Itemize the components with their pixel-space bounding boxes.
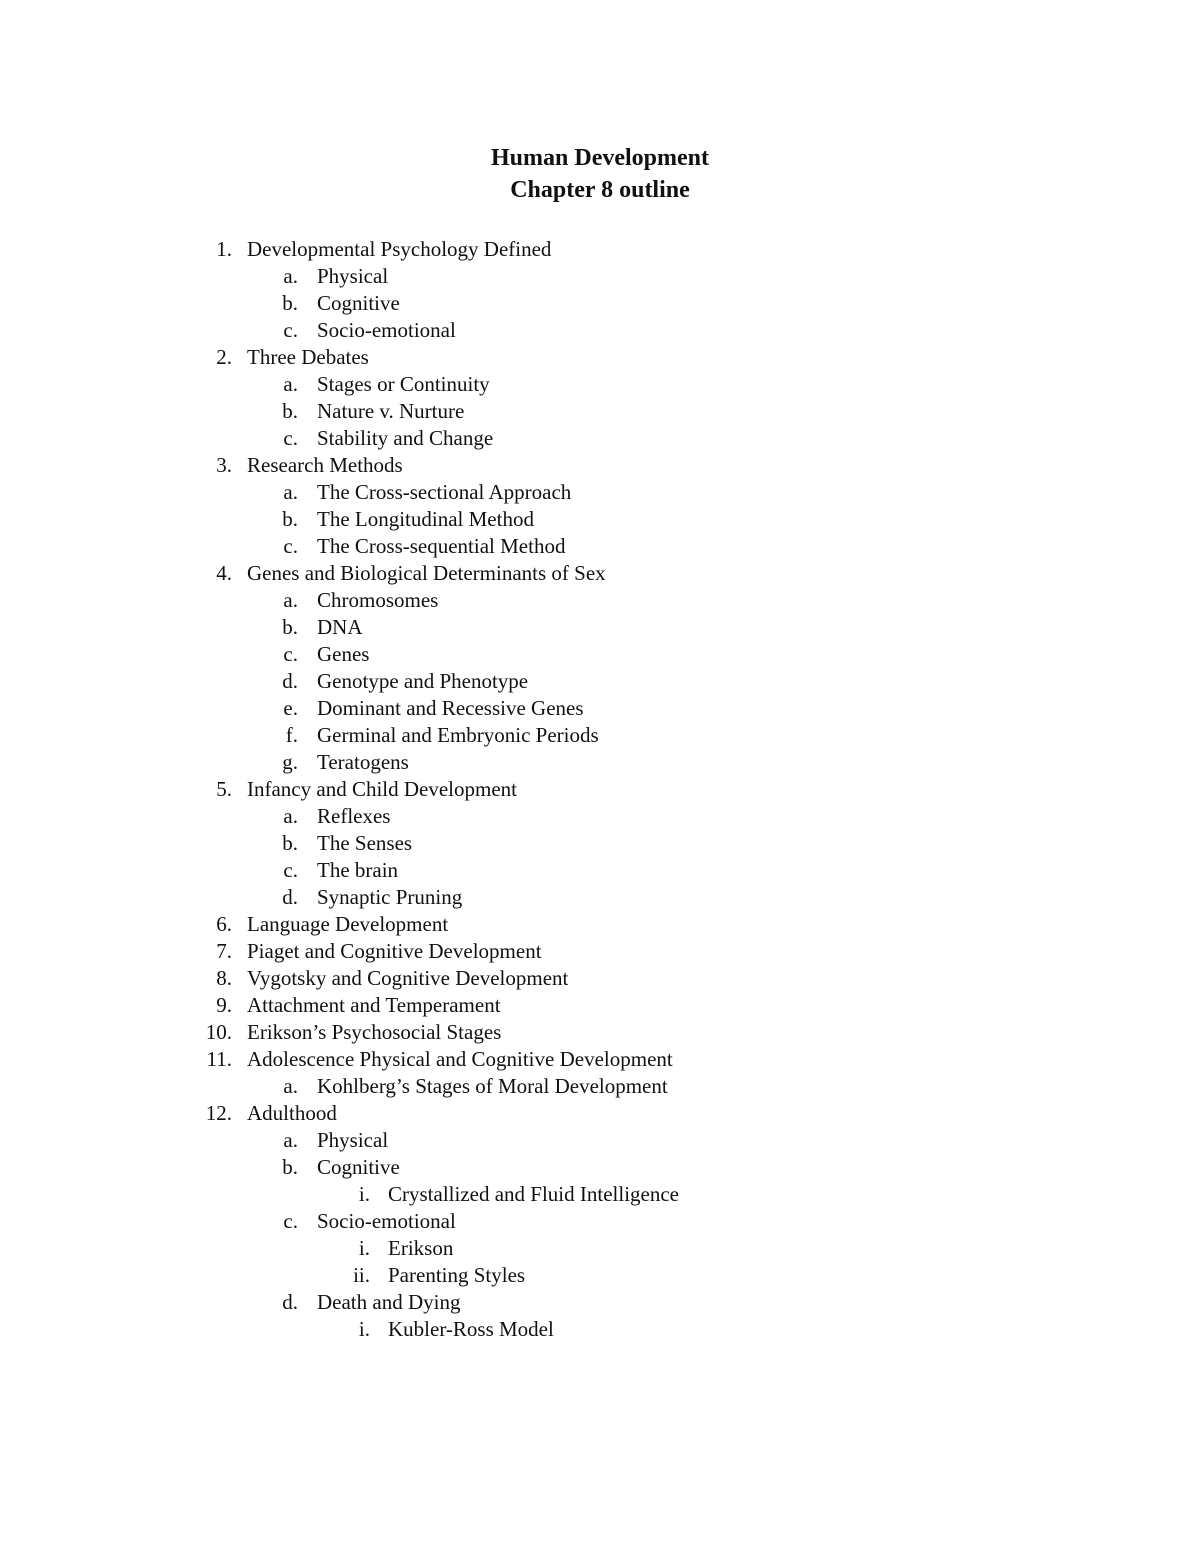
outline-item-text: Kubler-Ross Model — [388, 1317, 554, 1341]
outline-item-level-2 — [0, 398, 1200, 425]
outline-item-text: Physical — [317, 264, 389, 288]
outline-item-level-1 — [0, 1019, 1200, 1046]
outline-item-level-1 — [0, 965, 1200, 992]
outline-item-text: Physical — [317, 1128, 389, 1152]
outline-item-marker: 7. — [216, 939, 232, 963]
outline-item-marker: c. — [283, 1209, 298, 1233]
outline-item-level-2 — [0, 425, 1200, 452]
outline-item-text: The Cross-sectional Approach — [317, 480, 572, 504]
outline-item-marker: d. — [282, 669, 298, 693]
outline-item-text: The Senses — [317, 831, 413, 855]
outline-item-marker: 10. — [205, 1020, 232, 1044]
outline-item-text: Genes — [317, 642, 370, 666]
outline-item-marker: i. — [358, 1317, 370, 1341]
outline-item-text: Nature v. Nurture — [317, 399, 465, 423]
outline-item-text: Adolescence Physical and Cognitive Development — [247, 1047, 673, 1071]
outline-item-marker: c. — [283, 534, 298, 558]
outline-item-text: Socio-emotional — [317, 318, 456, 342]
outline-item-level-1 — [0, 992, 1200, 1019]
outline-item-marker: f. — [285, 723, 298, 747]
outline-item-text: Teratogens — [317, 750, 409, 774]
outline-item-level-2 — [0, 263, 1200, 290]
outline-item-level-1 — [0, 344, 1200, 371]
outline-item-level-2 — [0, 803, 1200, 830]
outline-item-level-2 — [0, 1289, 1200, 1316]
outline-item-marker: b. — [282, 831, 298, 855]
outline-item-text: The Longitudinal Method — [317, 507, 534, 531]
outline-item-text: Research Methods — [247, 453, 403, 477]
outline-item-text: Genes and Biological Determinants of Sex — [247, 561, 606, 585]
outline-item-level-1 — [0, 236, 1200, 263]
outline-item-marker: 12. — [205, 1101, 232, 1125]
outline-item-marker: i. — [358, 1236, 370, 1260]
outline-item-text: The Cross-sequential Method — [317, 534, 566, 558]
outline-item-text: Piaget and Cognitive Development — [247, 939, 542, 963]
outline-item-level-1 — [0, 560, 1200, 587]
outline-item-text: Vygotsky and Cognitive Development — [247, 966, 569, 990]
outline-item-text: Chromosomes — [317, 588, 439, 612]
outline-item-marker: b. — [282, 291, 298, 315]
outline-item-level-1 — [0, 776, 1200, 803]
outline-item-level-2 — [0, 749, 1200, 776]
outline-item-marker: 5. — [216, 777, 232, 801]
outline-item-marker: b. — [282, 399, 298, 423]
outline-item-marker: 1. — [216, 237, 232, 261]
outline-item-level-2 — [0, 1208, 1200, 1235]
outline-item-level-2 — [0, 479, 1200, 506]
outline-item-level-2 — [0, 641, 1200, 668]
outline-item-level-3 — [0, 1181, 1200, 1208]
outline-item-level-2 — [0, 533, 1200, 560]
outline-item-level-2 — [0, 1127, 1200, 1154]
outline-item-marker: 9. — [216, 993, 232, 1017]
outline-item-level-2 — [0, 587, 1200, 614]
outline-item-marker: a. — [283, 480, 298, 504]
outline-item-marker: 6. — [216, 912, 232, 936]
outline-item-level-2 — [0, 668, 1200, 695]
outline-item-marker: ii. — [353, 1263, 370, 1287]
outline-item-text: Dominant and Recessive Genes — [317, 696, 584, 720]
outline-item-text: Synaptic Pruning — [317, 885, 463, 909]
outline-item-marker: d. — [282, 1290, 298, 1314]
outline-item-text: Developmental Psychology Defined — [247, 237, 552, 261]
outline-item-text: Cognitive — [317, 291, 400, 315]
outline-item-level-1 — [0, 1100, 1200, 1127]
outline-item-level-2 — [0, 317, 1200, 344]
outline-item-text: Erikson’s Psychosocial Stages — [247, 1020, 502, 1044]
outline-item-text: Erikson — [388, 1236, 454, 1260]
outline-item-marker: a. — [283, 372, 298, 396]
outline-item-text: Stages or Continuity — [317, 372, 490, 396]
outline-item-marker: 11. — [206, 1047, 232, 1071]
outline-item-marker: d. — [282, 885, 298, 909]
outline-item-level-1 — [0, 1046, 1200, 1073]
outline-item-marker: 3. — [216, 453, 232, 477]
outline-item-level-1 — [0, 938, 1200, 965]
outline-item-marker: a. — [283, 804, 298, 828]
outline-item-text: Cognitive — [317, 1155, 400, 1179]
outline-item-text: Infancy and Child Development — [247, 777, 518, 801]
outline-item-text: Stability and Change — [317, 426, 494, 450]
outline-item-level-2 — [0, 290, 1200, 317]
outline-item-marker: b. — [282, 507, 298, 531]
outline-item-level-3 — [0, 1235, 1200, 1262]
outline-item-text: Crystallized and Fluid Intelligence — [388, 1182, 680, 1206]
outline-item-level-2 — [0, 830, 1200, 857]
outline-item-level-2 — [0, 506, 1200, 533]
outline-item-level-2 — [0, 1073, 1200, 1100]
outline-item-marker: c. — [283, 642, 298, 666]
outline-item-level-1 — [0, 911, 1200, 938]
outline-item-text: Kohlberg’s Stages of Moral Development — [317, 1074, 668, 1098]
outline-item-marker: a. — [283, 588, 298, 612]
outline-item-level-2 — [0, 614, 1200, 641]
outline-item-marker: g. — [282, 750, 298, 774]
outline-item-level-3 — [0, 1316, 1200, 1343]
outline-item-text: Reflexes — [317, 804, 391, 828]
outline-item-text: Adulthood — [247, 1101, 337, 1125]
outline-item-marker: c. — [283, 318, 298, 342]
outline-item-marker: 2. — [216, 345, 232, 369]
outline-item-marker: a. — [283, 1128, 298, 1152]
outline-item-marker: i. — [358, 1182, 370, 1206]
outline-item-level-2 — [0, 371, 1200, 398]
outline-item-level-2 — [0, 1154, 1200, 1181]
outline-item-level-3 — [0, 1262, 1200, 1289]
outline-item-level-1 — [0, 452, 1200, 479]
outline-item-marker: a. — [283, 264, 298, 288]
outline-item-text: The brain — [317, 858, 399, 882]
outline-item-marker: a. — [283, 1074, 298, 1098]
outline-item-level-2 — [0, 722, 1200, 749]
outline-item-marker: 8. — [216, 966, 232, 990]
document-subtitle: Chapter 8 outline — [510, 177, 690, 203]
outline-item-text: Death and Dying — [317, 1290, 461, 1314]
title-block — [0, 142, 1200, 206]
outline-item-text: Three Debates — [247, 345, 369, 369]
outline-item-marker: 4. — [216, 561, 232, 585]
outline-item-marker: c. — [283, 858, 298, 882]
outline-item-marker: b. — [282, 615, 298, 639]
outline-item-marker: e. — [283, 696, 298, 720]
document-title: Human Development — [491, 145, 709, 171]
outline-item-text: Genotype and Phenotype — [317, 669, 529, 693]
outline-item-marker: c. — [283, 426, 298, 450]
outline-item-level-2 — [0, 857, 1200, 884]
outline-item-text: DNA — [317, 615, 363, 639]
outline-item-text: Attachment and Temperament — [247, 993, 501, 1017]
outline-item-level-2 — [0, 695, 1200, 722]
outline-item-text: Language Development — [247, 912, 449, 936]
outline-list — [0, 236, 1200, 1343]
outline-item-text: Parenting Styles — [388, 1263, 526, 1287]
outline-item-level-2 — [0, 884, 1200, 911]
outline-item-marker: b. — [282, 1155, 298, 1179]
outline-item-text: Germinal and Embryonic Periods — [317, 723, 599, 747]
outline-item-text: Socio-emotional — [317, 1209, 456, 1233]
